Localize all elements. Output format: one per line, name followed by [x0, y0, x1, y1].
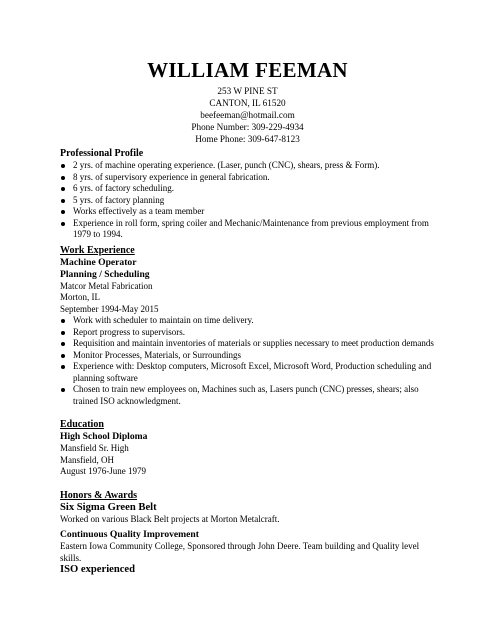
education-heading: Education [60, 419, 104, 430]
resume-header [0, 58, 495, 145]
list-item: 6 yrs. of factory scheduling. [60, 183, 440, 195]
city-state-zip: CANTON, IL 61520 [209, 98, 286, 108]
street-address: 253 W PINE ST [217, 86, 278, 96]
work-duties-list [60, 315, 440, 407]
list-item: Chosen to train new employees on, Machines such as, Lasers punch (CNC) presses, shears; also trained ISO acknowledgment. [60, 384, 440, 407]
profile-heading: Professional Profile [60, 148, 144, 159]
award-title: ISO experienced [60, 564, 136, 575]
list-item: Experience in roll form, spring coiler and Mechanic/Maintenance from previous employment from 1979 to 1994. [60, 218, 440, 241]
email-address: beefeeman@hotmail.com [200, 110, 295, 120]
bullet-icon [61, 365, 65, 369]
job-title-secondary: Planning / Scheduling [60, 268, 150, 280]
bullet-icon [61, 342, 65, 346]
award-description: Eastern Iowa Community College, Sponsored through John Deere. Team building and Quality level skills. [60, 541, 420, 563]
list-item: Monitor Processes, Materials, or Surroundings [60, 350, 440, 362]
job-title: Machine Operator [60, 256, 137, 268]
resume-body [60, 148, 440, 576]
list-item: 2 yrs. of machine operating experience. (Laser, punch (CNC), shears, press & Form). [60, 160, 440, 172]
award-title: Continuous Quality Improvement [60, 529, 199, 540]
list-item: Requisition and maintain inventories of materials or supplies necessary to meet production demands [60, 338, 440, 350]
degree: High School Diploma [60, 431, 148, 442]
home-phone: Home Phone: 309-647-8123 [195, 134, 300, 144]
bullet-icon [61, 319, 65, 323]
bullet-icon [61, 176, 65, 180]
candidate-name: WILLIAM FEEMAN [147, 58, 348, 82]
list-item: 8 yrs. of supervisory experience in general fabrication. [60, 172, 440, 184]
work-heading: Work Experience [60, 244, 135, 256]
award-title: Six Sigma Green Belt [60, 501, 157, 513]
list-item: Experience with: Desktop computers, Microsoft Excel, Microsoft Word, Production scheduling and planning software [60, 361, 440, 384]
education-dates: August 1976-June 1979 [60, 466, 146, 476]
profile-list [60, 160, 440, 241]
company-name: Matcor Metal Fabrication [60, 280, 153, 291]
bullet-icon [61, 222, 65, 226]
bullet-icon [61, 210, 65, 214]
school-location: Mansfield, OH [60, 454, 114, 465]
list-item: Report progress to supervisors. [60, 327, 440, 339]
list-item: 5 yrs. of factory planning [60, 195, 440, 207]
bullet-icon [61, 354, 65, 358]
bullet-icon [61, 388, 65, 392]
company-location: Morton, IL [60, 292, 100, 302]
honors-heading: Honors & Awards [60, 489, 138, 501]
employment-dates: September 1994-May 2015 [60, 303, 159, 314]
list-item: Works effectively as a team member [60, 206, 440, 218]
bullet-icon [61, 164, 65, 168]
phone-number: Phone Number: 309-229-4934 [191, 122, 304, 132]
school-name: Mansfield Sr. High [60, 443, 129, 453]
bullet-icon [61, 199, 65, 203]
list-item: Work with scheduler to maintain on time delivery. [60, 315, 440, 327]
bullet-icon [61, 187, 65, 191]
award-description: Worked on various Black Belt projects at Morton Metalcraft. [60, 513, 280, 524]
bullet-icon [61, 331, 65, 335]
